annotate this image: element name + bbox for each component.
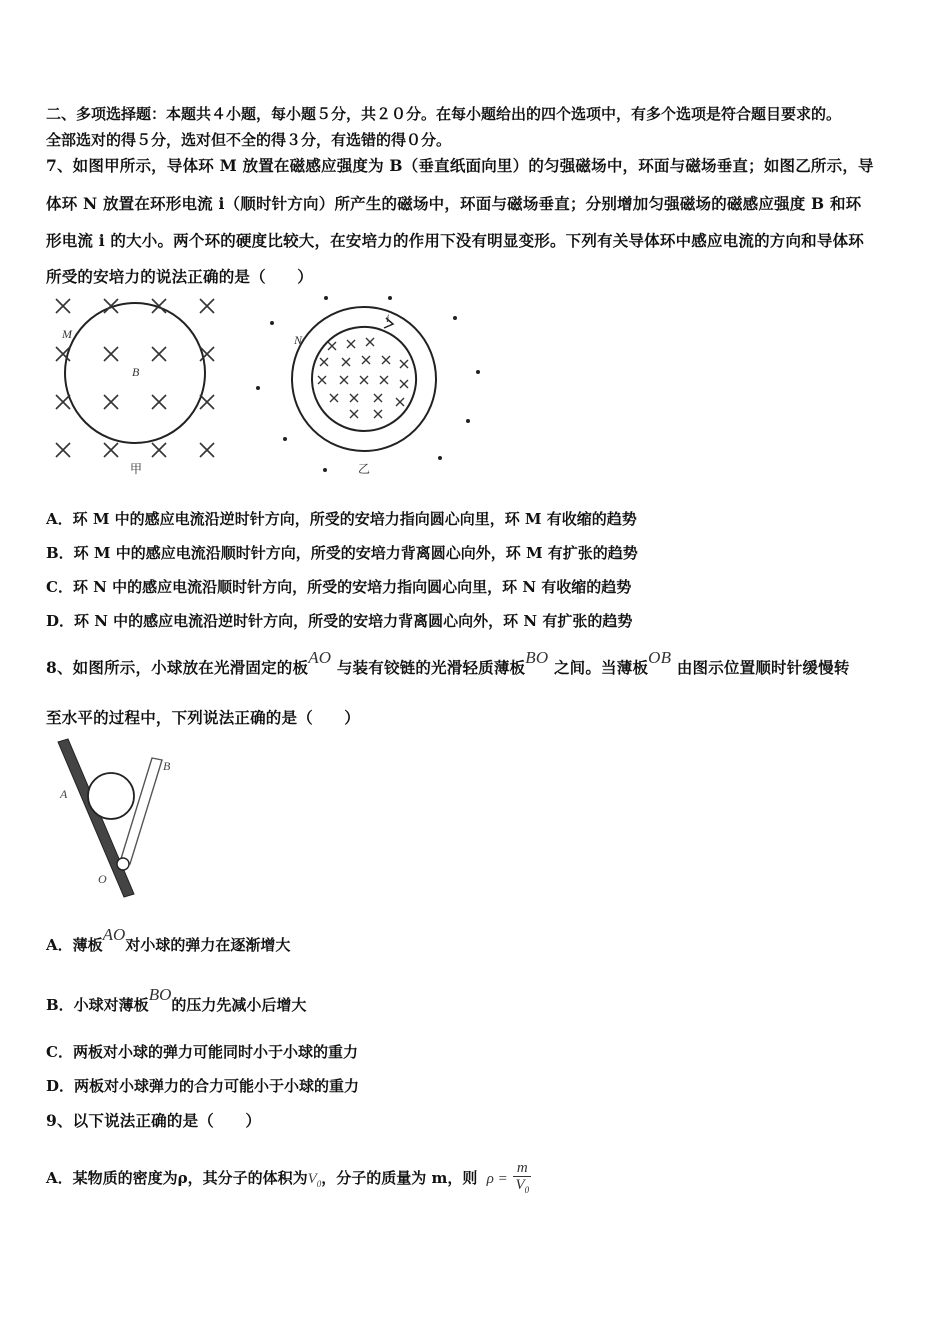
q8-stem-line2: 至水平的过程中，下列说法正确的是（ ） bbox=[46, 708, 361, 727]
q8-figure bbox=[50, 738, 190, 903]
q7-stem-line4: 所受的安培力的说法正确的是（ ） bbox=[46, 267, 313, 286]
q8-opt-a-math: AO bbox=[102, 925, 126, 944]
current-loop bbox=[312, 318, 416, 431]
q9-opt-a-text-1: A．某物质的密度为ρ，其分子的体积为 bbox=[46, 1169, 308, 1187]
q9-option-a bbox=[46, 1160, 531, 1198]
q8-opt-b-pre: B．小球对薄板 bbox=[46, 996, 149, 1014]
q9-opt-a-text-2: ，分子的质量为 m，则 bbox=[321, 1169, 478, 1187]
q8-text-3: 之间。当薄板 bbox=[553, 658, 649, 677]
field-b-label: B bbox=[132, 365, 140, 379]
q8-option-c: C．两板对小球的弹力可能同时小于小球的重力 bbox=[46, 1043, 358, 1061]
fig-yi-caption: 乙 bbox=[358, 462, 371, 476]
q7-figure-yi bbox=[250, 290, 490, 480]
q7-option-d: D．环 N 中的感应电流沿逆时针方向，所受的安培力背离圆心向外，环 N 有扩张的趋势 bbox=[46, 612, 633, 630]
inner-crosses bbox=[318, 338, 408, 418]
q8-option-a bbox=[46, 925, 291, 955]
q8-text-1: 8、如图所示，小球放在光滑固定的板 bbox=[46, 658, 309, 677]
q7-stem-line3: 形电流 i 的大小。两个环的硬度比较大，在安培力的作用下没有明显变形。下列有关导体环中感应电流的方向和导体环 bbox=[46, 231, 864, 250]
q8-opt-b-math: BO bbox=[148, 985, 172, 1004]
q7-figure-jia bbox=[40, 290, 240, 480]
current-i-label: i bbox=[386, 311, 390, 325]
label-o: O bbox=[98, 872, 107, 886]
section-heading-line1: 二、多项选择题：本题共４小题，每小题５分，共２０分。在每小题给出的四个选项中，有多个选项是符合题目要求的。 bbox=[46, 105, 842, 123]
fig-jia-caption: 甲 bbox=[130, 462, 143, 476]
label-a: A bbox=[60, 787, 68, 801]
q8-math-bo: BO bbox=[525, 648, 549, 667]
q8-opt-b-post: 的压力先减小后增大 bbox=[171, 996, 307, 1014]
q7-stem-line1: 7、如图甲所示，导体环 M 放置在磁感应强度为 B（垂直纸面向里）的匀强磁场中，环面与磁场垂直；如图乙所示，导 bbox=[46, 156, 874, 175]
ring-n-label: N bbox=[294, 333, 303, 347]
q8-text-2: 与装有铰链的光滑轻质薄板 bbox=[336, 658, 526, 677]
q8-math-ob: OB bbox=[648, 648, 672, 667]
q9-formula: ρ = $\frac{m}{V_0}$ bbox=[486, 1160, 530, 1195]
q8-option-b bbox=[46, 985, 307, 1015]
q8-math-ao: AO bbox=[308, 648, 332, 667]
q8-option-d: D．两板对小球弹力的合力可能小于小球的重力 bbox=[46, 1077, 360, 1095]
q8-text-4: 由图示位置顺时针缓慢转 bbox=[676, 658, 850, 677]
label-b: B bbox=[163, 759, 171, 773]
section-heading-line2: 全部选对的得５分，选对但不全的得３分，有选错的得０分。 bbox=[46, 131, 452, 149]
q7-stem-line2: 体环 N 放置在环形电流 i（顺时针方向）所产生的磁场中，环面与磁场垂直；分别增加匀强磁场的磁感应强度 B 和环 bbox=[46, 194, 862, 213]
q8-opt-a-post: 对小球的弹力在逐渐增大 bbox=[125, 936, 291, 954]
q8-opt-a-pre: A．薄板 bbox=[46, 936, 103, 954]
q7-option-c: C．环 N 中的感应电流沿顺时针方向，所受的安培力指向圆心向里，环 N 有收缩的趋势 bbox=[46, 578, 632, 596]
q7-option-a: A．环 M 中的感应电流沿逆时针方向，所受的安培力指向圆心向里，环 M 有收缩的趋势 bbox=[46, 510, 637, 528]
q8-stem-line1 bbox=[46, 648, 850, 678]
q7-option-b: B．环 M 中的感应电流沿顺时针方向，所受的安培力背离圆心向外，环 M 有扩张的趋势 bbox=[46, 544, 638, 562]
q9-opt-a-v0: $V_0$ bbox=[307, 1171, 322, 1189]
ring-m-label: M bbox=[62, 327, 72, 341]
q9-stem: 9、以下说法正确的是（ ） bbox=[46, 1111, 262, 1130]
